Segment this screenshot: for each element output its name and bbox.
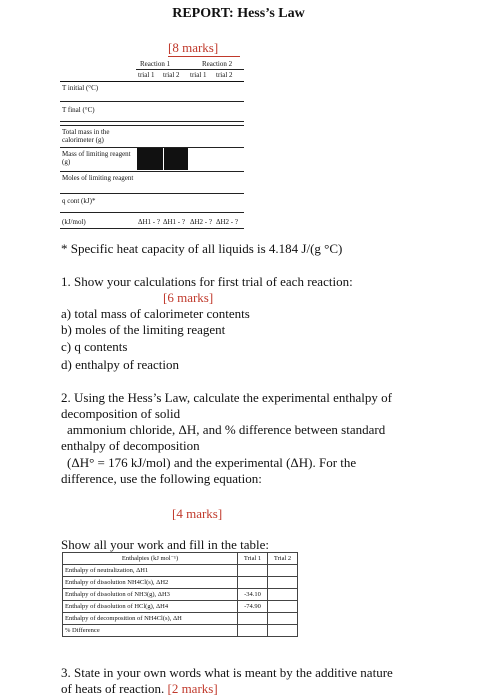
q2-line-1: 2. Using the Hess’s Law, calculate the experimental enthalpy of [61, 390, 392, 405]
header-trial2: Trial 2 [268, 553, 298, 565]
header-trial1: Trial 1 [238, 553, 268, 565]
header-enthalpies: Enthalpies (kJ mol⁻¹) [63, 553, 238, 565]
row-total-mass: Total mass in the calorimeter (g) [62, 128, 110, 144]
q3-line-2-text: of heats of reaction. [61, 681, 165, 696]
q1-marks: [6 marks] [163, 290, 214, 305]
q3-marks: [2 marks] [167, 681, 218, 696]
q2-line-3: ammonium chloride, ΔH, and % difference between standard [67, 422, 386, 437]
redacted-block-1 [137, 148, 163, 170]
q1-item-b: b) moles of the limiting reagent [61, 322, 226, 337]
q3-line-2 [61, 681, 218, 696]
table-header-row [63, 553, 298, 565]
cell-trial2[interactable] [268, 601, 298, 613]
trial-header-2: trial 2 [163, 71, 180, 79]
q3-line-1: 3. State in your own words what is meant by the additive nature [61, 665, 393, 680]
table-row [63, 625, 298, 637]
table-row [63, 565, 298, 577]
row-t-initial: T initial (°C) [62, 84, 99, 92]
q1-item-d: d) enthalpy of reaction [61, 357, 180, 372]
cell-label: Enthalpy of decomposition of NH4Cl(s), ΔH [63, 613, 238, 625]
row-kj-mol: (kJ/mol) [62, 218, 86, 226]
table-row [63, 589, 298, 601]
q2-line-2: decomposition of solid [61, 406, 181, 421]
cell-trial1[interactable] [238, 625, 268, 637]
q2-line-4: enthalpy of decomposition [61, 438, 200, 453]
cell-trial1[interactable]: -34.10 [238, 589, 268, 601]
trial-header-4: trial 2 [216, 71, 233, 79]
trial-header-1: trial 1 [138, 71, 155, 79]
cell-trial1[interactable]: -74.90 [238, 601, 268, 613]
table-row [63, 613, 298, 625]
cell-trial2[interactable] [268, 625, 298, 637]
q2-line-6: difference, use the following equation: [61, 471, 262, 486]
table-row [63, 601, 298, 613]
cell-label: Enthalpy of dissolution of HCl(g), ΔH4 [63, 601, 238, 613]
cell-trial2[interactable] [268, 565, 298, 577]
table1-marks: [8 marks] [168, 40, 219, 55]
q2-line-5: (ΔH° = 176 kJ/mol) and the experimental (ΔH). For the [67, 455, 357, 470]
q1-text: 1. Show your calculations for first trial of each reaction: [61, 274, 353, 289]
reaction1-header: Reaction 1 [140, 60, 171, 68]
row-t-final: T final (°C) [62, 106, 95, 114]
cell-label: Enthalpy of dissolution NH4Cl(s), ΔH2 [63, 577, 238, 589]
dh-label-4: ΔH2 ‑ ? [216, 218, 238, 226]
dh-label-1: ΔH1 ‑ ? [138, 218, 160, 226]
cell-trial1[interactable] [238, 613, 268, 625]
table-row [63, 577, 298, 589]
trial-header-3: trial 1 [190, 71, 207, 79]
cell-trial2[interactable] [268, 613, 298, 625]
cell-label: Enthalpy of neutralization, ΔH1 [63, 565, 238, 577]
cell-trial2[interactable] [268, 577, 298, 589]
q1-item-c: c) q contents [61, 339, 128, 354]
dh-label-3: ΔH2 ‑ ? [190, 218, 212, 226]
row-q-cont: q cont (kJ)* [62, 197, 96, 205]
cell-trial1[interactable] [238, 565, 268, 577]
page-title: REPORT: Hess’s Law [172, 6, 305, 21]
redacted-block-2 [164, 148, 188, 170]
reaction2-header: Reaction 2 [202, 60, 233, 68]
cell-label: % Difference [63, 625, 238, 637]
cell-label: Enthalpy of dissolution of NH3(g), ΔH3 [63, 589, 238, 601]
q1-item-a: a) total mass of calorimeter contents [61, 306, 250, 321]
cell-trial2[interactable] [268, 589, 298, 601]
footnote: * Specific heat capacity of all liquids is 4.184 J/(g °C) [61, 241, 343, 256]
row-mass-limiting: Mass of limiting reagent (g) [62, 150, 131, 166]
q2-marks: [4 marks] [172, 506, 223, 521]
enthalpy-table [62, 552, 298, 637]
row-moles-limiting: Moles of limiting reagent [62, 174, 134, 182]
dh-label-2: ΔH1 ‑ ? [163, 218, 185, 226]
table2-caption: Show all your work and fill in the table: [61, 537, 269, 552]
cell-trial1[interactable] [238, 577, 268, 589]
